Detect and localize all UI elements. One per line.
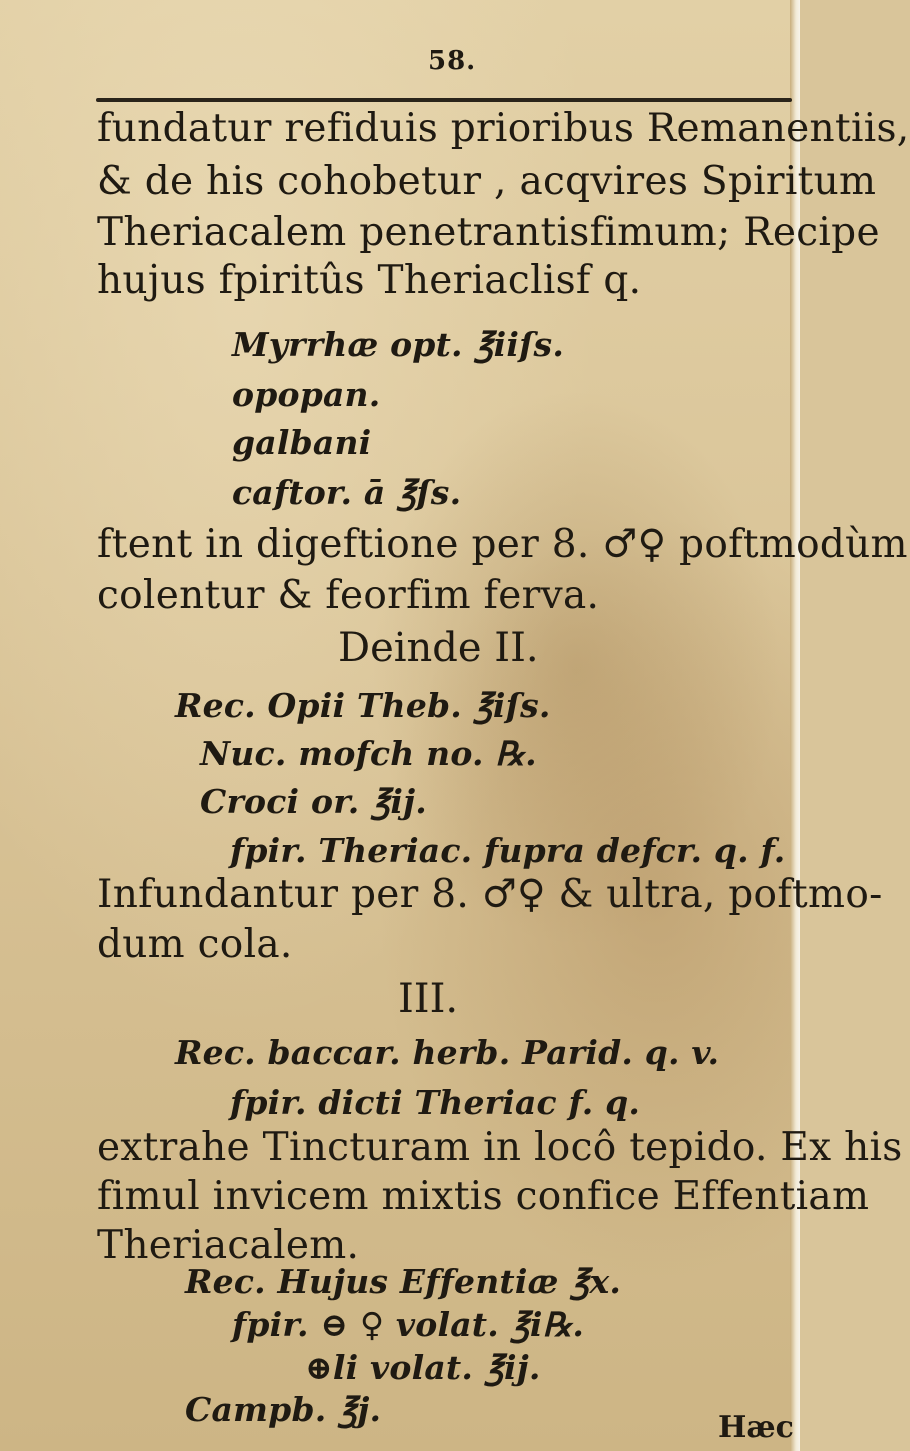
recipe-line: Rec. baccar. herb. Parid. q. v. — [175, 1033, 720, 1072]
text-line: dum cola. — [97, 922, 293, 967]
recipe-line: ⊕li volat. ℥ij. — [305, 1348, 541, 1387]
recipe-line: caftor. ā ℥ſs. — [232, 473, 462, 512]
text-line: hujus fpiritûs Theriaclisf q. — [97, 258, 642, 303]
section-heading: Deinde II. — [338, 625, 539, 671]
recipe-line: fpir. dicti Theriac f. q. — [230, 1083, 641, 1122]
text-line: extrahe Tincturam in locô tepido. Ex his — [97, 1125, 903, 1170]
recipe-line: fpir. Theriac. fupra defcr. q. f. — [230, 831, 786, 870]
recipe-line: Campb. ℥j. — [185, 1390, 382, 1429]
header-rule — [96, 98, 792, 102]
recipe-line: Rec. Opii Theb. ℥iſs. — [175, 686, 551, 725]
text-line: Infundantur per 8. ♂♀ & ultra, poftmo- — [97, 872, 883, 917]
recipe-line: Myrrhæ opt. ℥iiſs. — [232, 325, 565, 364]
text-line: fundatur refiduis prioribus Remanentiis, — [97, 106, 910, 151]
text-line: colentur & feorfim ferva. — [97, 573, 600, 618]
text-line: Theriacalem penetrantisfimum; Recipe — [97, 210, 880, 255]
recipe-line: galbani — [232, 423, 372, 462]
recipe-line: Nuc. mofch no. ℞. — [200, 734, 537, 773]
text-line: ftent in digeftione per 8. ♂♀ poftmodùm — [97, 522, 908, 567]
section-heading: III. — [398, 976, 459, 1022]
catchword: Hæc — [718, 1410, 794, 1445]
text-line: & de his cohobetur , acqvires Spiritum — [97, 159, 877, 204]
text-line: fimul invicem mixtis confice Effentiam — [97, 1174, 870, 1219]
recipe-line: Croci or. ℥ij. — [200, 782, 427, 821]
text-line: Theriacalem. — [97, 1223, 360, 1268]
recipe-line: Rec. Hujus Effentiæ ℥x. — [185, 1262, 622, 1301]
recipe-line: opopan. — [232, 375, 381, 414]
page-number: 58. — [428, 46, 477, 76]
recipe-line: fpir. ⊖ ♀ volat. ℥i℞. — [232, 1305, 585, 1344]
